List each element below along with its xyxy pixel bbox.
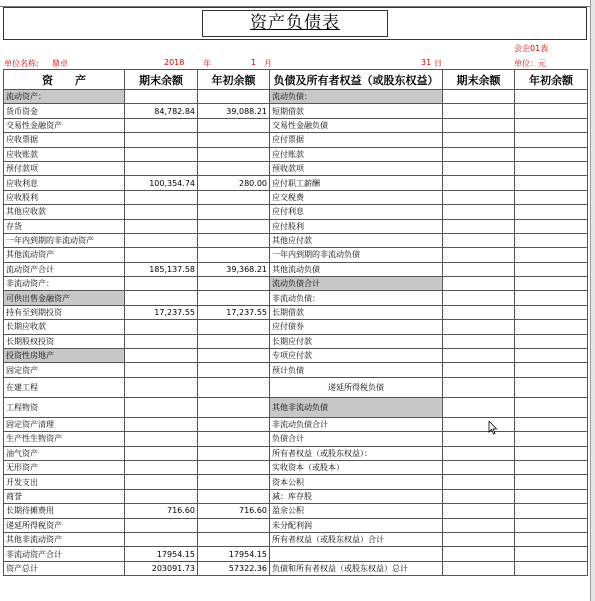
liability-ending-cell[interactable] <box>443 349 515 363</box>
table-row <box>4 147 588 161</box>
asset-ending-cell[interactable] <box>125 475 198 489</box>
liability-item-cell[interactable]: 专项应付款 <box>270 349 443 363</box>
asset-ending-cell[interactable] <box>125 118 198 132</box>
asset-item-cell[interactable]: 应收股利 <box>4 190 125 204</box>
asset-item-cell[interactable]: 应收利息 <box>4 176 125 190</box>
year-unit: 年 <box>203 59 211 68</box>
liability-item-cell[interactable]: 预收款项 <box>270 161 443 175</box>
asset-beginning-cell[interactable]: 39,368.21 <box>198 262 270 276</box>
liability-ending-cell[interactable] <box>443 291 515 305</box>
table-row <box>4 205 588 219</box>
day-value: 31 <box>421 58 432 67</box>
liability-item-cell[interactable]: 盈余公积 <box>270 504 443 518</box>
asset-beginning-cell[interactable] <box>198 205 270 219</box>
table-row <box>4 460 588 474</box>
liability-item-cell[interactable]: 负债和所有者权益（或股东权益）总计 <box>270 561 443 575</box>
liability-beginning-cell[interactable] <box>515 305 588 319</box>
asset-beginning-cell[interactable] <box>198 248 270 262</box>
liability-ending-cell[interactable] <box>443 334 515 348</box>
asset-ending-cell[interactable] <box>125 190 198 204</box>
form-number: 会企01表 <box>514 44 549 53</box>
text-cursor-icon <box>488 421 498 435</box>
header-liab-beginning[interactable]: 年初余额 <box>515 70 588 90</box>
table-row <box>4 291 588 305</box>
liability-ending-cell[interactable] <box>443 417 515 431</box>
asset-beginning-cell[interactable] <box>198 161 270 175</box>
liability-item-cell[interactable]: 长期借款 <box>270 305 443 319</box>
title-box <box>3 7 587 40</box>
asset-beginning-cell[interactable]: 280.00 <box>198 176 270 190</box>
asset-item-cell[interactable]: 其他应收款 <box>4 205 125 219</box>
liability-beginning-cell[interactable] <box>515 518 588 532</box>
asset-item-cell[interactable]: 固定资产 <box>4 363 125 377</box>
asset-item-cell[interactable]: 油气资产 <box>4 446 125 460</box>
liability-ending-cell[interactable] <box>443 504 515 518</box>
liability-beginning-cell[interactable] <box>515 417 588 431</box>
liability-item-cell[interactable]: 应交税费 <box>270 190 443 204</box>
liability-item-cell[interactable]: 所有者权益（或股东权益）： <box>270 446 443 460</box>
table-row <box>4 518 588 532</box>
asset-ending-cell[interactable] <box>125 349 198 363</box>
liability-beginning-cell[interactable] <box>515 397 588 417</box>
asset-item-cell[interactable]: 商誉 <box>4 489 125 503</box>
header-liab-ending[interactable]: 期末余额 <box>443 70 515 90</box>
asset-beginning-cell[interactable] <box>198 432 270 446</box>
liability-item-cell[interactable]: 其他非流动负债 <box>270 397 443 417</box>
asset-beginning-cell[interactable]: 17,237.55 <box>198 305 270 319</box>
currency-unit: 单位：元 <box>514 59 546 68</box>
liability-beginning-cell[interactable] <box>515 547 588 561</box>
table-row <box>4 305 588 319</box>
liability-item-cell[interactable]: 其他应付款 <box>270 233 443 247</box>
asset-item-cell[interactable]: 流动资产： <box>4 90 125 104</box>
asset-beginning-cell[interactable] <box>198 363 270 377</box>
liability-beginning-cell[interactable] <box>515 176 588 190</box>
table-row <box>4 176 588 190</box>
liability-ending-cell[interactable] <box>443 377 515 397</box>
liability-beginning-cell[interactable] <box>515 205 588 219</box>
asset-ending-cell[interactable]: 100,354.74 <box>125 176 198 190</box>
asset-ending-cell[interactable] <box>125 460 198 474</box>
table-row <box>4 417 588 431</box>
asset-item-cell[interactable]: 非流动资产： <box>4 277 125 291</box>
asset-beginning-cell[interactable] <box>198 90 270 104</box>
liability-item-cell[interactable] <box>270 547 443 561</box>
liability-item-cell[interactable]: 非流动负债： <box>270 291 443 305</box>
liability-ending-cell[interactable] <box>443 118 515 132</box>
liability-beginning-cell[interactable] <box>515 118 588 132</box>
asset-item-cell[interactable]: 非流动资产合计 <box>4 547 125 561</box>
table-row <box>4 446 588 460</box>
asset-ending-cell[interactable] <box>125 205 198 219</box>
asset-ending-cell[interactable] <box>125 277 198 291</box>
liability-beginning-cell[interactable] <box>515 161 588 175</box>
asset-ending-cell[interactable]: 716.60 <box>125 504 198 518</box>
asset-item-cell[interactable]: 固定资产清理 <box>4 417 125 431</box>
asset-beginning-cell[interactable] <box>198 147 270 161</box>
asset-item-cell[interactable]: 长期股权投资 <box>4 334 125 348</box>
header-asset-beginning[interactable]: 年初余额 <box>198 70 270 90</box>
liability-ending-cell[interactable] <box>443 446 515 460</box>
liability-ending-cell[interactable] <box>443 219 515 233</box>
asset-beginning-cell[interactable] <box>198 489 270 503</box>
table-row <box>4 190 588 204</box>
window-edge <box>590 0 595 601</box>
liability-beginning-cell[interactable] <box>515 460 588 474</box>
liability-beginning-cell[interactable] <box>515 133 588 147</box>
asset-item-cell[interactable]: 交易性金融资产 <box>4 118 125 132</box>
liability-item-cell[interactable]: 应付股利 <box>270 219 443 233</box>
asset-beginning-cell[interactable] <box>198 397 270 417</box>
liability-beginning-cell[interactable] <box>515 320 588 334</box>
table-row <box>4 561 588 575</box>
asset-beginning-cell[interactable]: 39,088.21 <box>198 104 270 118</box>
unit-label: 单位名称: <box>4 59 39 68</box>
liability-beginning-cell[interactable] <box>515 334 588 348</box>
asset-ending-cell[interactable] <box>125 147 198 161</box>
table-row <box>4 320 588 334</box>
table-row <box>4 475 588 489</box>
asset-item-cell[interactable]: 资产总计 <box>4 561 125 575</box>
asset-beginning-cell[interactable] <box>198 460 270 474</box>
asset-ending-cell[interactable] <box>125 518 198 532</box>
table-row <box>4 233 588 247</box>
liability-ending-cell[interactable] <box>443 460 515 474</box>
liability-item-cell[interactable]: 递延所得税负债 <box>270 377 443 397</box>
asset-ending-cell[interactable] <box>125 90 198 104</box>
asset-ending-cell[interactable]: 185,137.58 <box>125 262 198 276</box>
liability-item-cell[interactable]: 应付职工薪酬 <box>270 176 443 190</box>
liability-beginning-cell[interactable] <box>515 248 588 262</box>
liability-item-cell[interactable]: 实收资本（或股本） <box>270 460 443 474</box>
asset-beginning-cell[interactable] <box>198 320 270 334</box>
table-row <box>4 118 588 132</box>
liability-beginning-cell[interactable] <box>515 219 588 233</box>
asset-ending-cell[interactable] <box>125 377 198 397</box>
liability-ending-cell[interactable] <box>443 233 515 247</box>
liability-beginning-cell[interactable] <box>515 446 588 460</box>
asset-item-cell[interactable]: 流动资产合计 <box>4 262 125 276</box>
liability-item-cell[interactable]: 应付票据 <box>270 133 443 147</box>
liability-item-cell[interactable]: 预计负债 <box>270 363 443 377</box>
liability-item-cell[interactable]: 所有者权益（或股东权益）合计 <box>270 532 443 546</box>
liability-beginning-cell[interactable] <box>515 190 588 204</box>
asset-item-cell[interactable]: 可供出售金融资产 <box>4 291 125 305</box>
liability-beginning-cell[interactable] <box>515 489 588 503</box>
asset-ending-cell[interactable] <box>125 334 198 348</box>
table-row <box>4 161 588 175</box>
asset-beginning-cell[interactable]: 57322.36 <box>198 561 270 575</box>
table-row <box>4 90 588 104</box>
liability-beginning-cell[interactable] <box>515 349 588 363</box>
asset-item-cell[interactable]: 持有至到期投资 <box>4 305 125 319</box>
asset-item-cell[interactable]: 预付款项 <box>4 161 125 175</box>
liability-item-cell[interactable]: 一年内到期的非流动负债 <box>270 248 443 262</box>
liability-item-cell[interactable]: 负债合计 <box>270 432 443 446</box>
asset-beginning-cell[interactable]: 716.60 <box>198 504 270 518</box>
liability-ending-cell[interactable] <box>443 475 515 489</box>
sheet-title: 资产负债表 <box>202 10 388 37</box>
asset-item-cell[interactable]: 长期待摊费用 <box>4 504 125 518</box>
liability-beginning-cell[interactable] <box>515 90 588 104</box>
asset-beginning-cell[interactable] <box>198 118 270 132</box>
liability-beginning-cell[interactable] <box>515 363 588 377</box>
asset-ending-cell[interactable]: 17,237.55 <box>125 305 198 319</box>
header-row <box>4 70 588 90</box>
month-value: 1 <box>251 58 257 67</box>
liability-ending-cell[interactable] <box>443 305 515 319</box>
asset-ending-cell[interactable] <box>125 219 198 233</box>
asset-ending-cell[interactable] <box>125 320 198 334</box>
header-asset-ending[interactable]: 期末余额 <box>125 70 198 90</box>
liability-beginning-cell[interactable] <box>515 277 588 291</box>
asset-item-cell[interactable]: 在建工程 <box>4 377 125 397</box>
liability-beginning-cell[interactable] <box>515 377 588 397</box>
liability-beginning-cell[interactable] <box>515 532 588 546</box>
header-assets[interactable]: 资 产 <box>4 70 125 90</box>
asset-beginning-cell[interactable] <box>198 190 270 204</box>
liability-beginning-cell[interactable] <box>515 233 588 247</box>
balance-sheet-table <box>3 69 588 576</box>
liability-ending-cell[interactable] <box>443 104 515 118</box>
asset-ending-cell[interactable] <box>125 532 198 546</box>
liability-item-cell[interactable]: 应付账款 <box>270 147 443 161</box>
liability-beginning-cell[interactable] <box>515 504 588 518</box>
table-row <box>4 432 588 446</box>
liability-item-cell[interactable]: 其他流动负债 <box>270 262 443 276</box>
asset-item-cell[interactable]: 应收票据 <box>4 133 125 147</box>
asset-beginning-cell[interactable] <box>198 334 270 348</box>
liability-item-cell[interactable]: 交易性金融负债 <box>270 118 443 132</box>
asset-ending-cell[interactable]: 17954.15 <box>125 547 198 561</box>
table-row <box>4 104 588 118</box>
liability-ending-cell[interactable] <box>443 248 515 262</box>
liability-ending-cell[interactable] <box>443 432 515 446</box>
liability-ending-cell[interactable] <box>443 320 515 334</box>
table-row <box>4 377 588 397</box>
asset-beginning-cell[interactable] <box>198 133 270 147</box>
liability-item-cell[interactable]: 应付利息 <box>270 205 443 219</box>
liability-ending-cell[interactable] <box>443 190 515 204</box>
top-strip <box>0 0 595 7</box>
liability-ending-cell[interactable] <box>443 532 515 546</box>
liability-ending-cell[interactable] <box>443 561 515 575</box>
table-row <box>4 532 588 546</box>
table-row <box>4 334 588 348</box>
day-unit: 日 <box>434 59 442 68</box>
asset-item-cell[interactable]: 其他非流动资产 <box>4 532 125 546</box>
liability-ending-cell[interactable] <box>443 397 515 417</box>
liability-ending-cell[interactable] <box>443 277 515 291</box>
liability-beginning-cell[interactable] <box>515 561 588 575</box>
liability-beginning-cell[interactable] <box>515 475 588 489</box>
asset-ending-cell[interactable] <box>125 417 198 431</box>
asset-ending-cell[interactable] <box>125 133 198 147</box>
table-row <box>4 547 588 561</box>
asset-ending-cell[interactable] <box>125 291 198 305</box>
table-row <box>4 133 588 147</box>
liability-ending-cell[interactable] <box>443 90 515 104</box>
asset-beginning-cell[interactable]: 17954.15 <box>198 547 270 561</box>
asset-beginning-cell[interactable] <box>198 475 270 489</box>
liability-ending-cell[interactable] <box>443 547 515 561</box>
asset-beginning-cell[interactable] <box>198 291 270 305</box>
asset-item-cell[interactable]: 递延所得税资产 <box>4 518 125 532</box>
table-row <box>4 262 588 276</box>
liability-ending-cell[interactable] <box>443 205 515 219</box>
liability-item-cell[interactable]: 非流动负债合计 <box>270 417 443 431</box>
liability-item-cell[interactable]: 减：库存股 <box>270 489 443 503</box>
liability-ending-cell[interactable] <box>443 262 515 276</box>
asset-ending-cell[interactable] <box>125 248 198 262</box>
liability-item-cell[interactable]: 应付债券 <box>270 320 443 334</box>
liability-item-cell[interactable]: 资本公积 <box>270 475 443 489</box>
year-value: 2018 <box>164 58 185 67</box>
asset-item-cell[interactable]: 生产性生物资产 <box>4 432 125 446</box>
asset-ending-cell[interactable] <box>125 397 198 417</box>
liability-beginning-cell[interactable] <box>515 262 588 276</box>
asset-item-cell[interactable]: 工程物资 <box>4 397 125 417</box>
liability-item-cell[interactable]: 短期借款 <box>270 104 443 118</box>
asset-item-cell[interactable]: 应收账款 <box>4 147 125 161</box>
asset-item-cell[interactable]: 其他流动资产 <box>4 248 125 262</box>
liability-beginning-cell[interactable] <box>515 147 588 161</box>
asset-item-cell[interactable]: 无形资产 <box>4 460 125 474</box>
asset-beginning-cell[interactable] <box>198 377 270 397</box>
table-row <box>4 504 588 518</box>
table-row <box>4 489 588 503</box>
table-row <box>4 248 588 262</box>
asset-item-cell[interactable]: 投资性房地产 <box>4 349 125 363</box>
header-liabilities[interactable]: 负债及所有者权益（或股东权益） <box>270 70 443 90</box>
table-row <box>4 397 588 417</box>
liability-ending-cell[interactable] <box>443 147 515 161</box>
asset-beginning-cell[interactable] <box>198 233 270 247</box>
liability-ending-cell[interactable] <box>443 176 515 190</box>
liability-item-cell[interactable]: 流动负债合计 <box>270 277 443 291</box>
asset-beginning-cell[interactable] <box>198 417 270 431</box>
liability-item-cell[interactable]: 长期应付款 <box>270 334 443 348</box>
liability-beginning-cell[interactable] <box>515 104 588 118</box>
asset-ending-cell[interactable] <box>125 233 198 247</box>
asset-ending-cell[interactable] <box>125 446 198 460</box>
liability-ending-cell[interactable] <box>443 489 515 503</box>
asset-ending-cell[interactable] <box>125 161 198 175</box>
asset-ending-cell[interactable] <box>125 489 198 503</box>
liability-ending-cell[interactable] <box>443 518 515 532</box>
liability-ending-cell[interactable] <box>443 363 515 377</box>
asset-beginning-cell[interactable] <box>198 532 270 546</box>
liability-ending-cell[interactable] <box>443 161 515 175</box>
asset-ending-cell[interactable]: 84,782.84 <box>125 104 198 118</box>
asset-item-cell[interactable]: 开发支出 <box>4 475 125 489</box>
liability-beginning-cell[interactable] <box>515 291 588 305</box>
asset-beginning-cell[interactable] <box>198 277 270 291</box>
asset-ending-cell[interactable]: 203091.73 <box>125 561 198 575</box>
asset-beginning-cell[interactable] <box>198 446 270 460</box>
liability-ending-cell[interactable] <box>443 133 515 147</box>
asset-beginning-cell[interactable] <box>198 518 270 532</box>
asset-ending-cell[interactable] <box>125 363 198 377</box>
table-row <box>4 363 588 377</box>
asset-item-cell[interactable]: 一年内到期的非流动资产 <box>4 233 125 247</box>
asset-item-cell[interactable]: 货币资金 <box>4 104 125 118</box>
month-unit: 月 <box>264 59 272 68</box>
table-row <box>4 349 588 363</box>
asset-item-cell[interactable]: 长期应收款 <box>4 320 125 334</box>
asset-ending-cell[interactable] <box>125 432 198 446</box>
asset-item-cell[interactable]: 存货 <box>4 219 125 233</box>
unit-name: 鼎卓 <box>52 59 68 68</box>
asset-beginning-cell[interactable] <box>198 219 270 233</box>
table-row <box>4 219 588 233</box>
liability-item-cell[interactable]: 流动负债： <box>270 90 443 104</box>
liability-item-cell[interactable]: 未分配利润 <box>270 518 443 532</box>
liability-beginning-cell[interactable] <box>515 432 588 446</box>
asset-beginning-cell[interactable] <box>198 349 270 363</box>
table-row <box>4 277 588 291</box>
